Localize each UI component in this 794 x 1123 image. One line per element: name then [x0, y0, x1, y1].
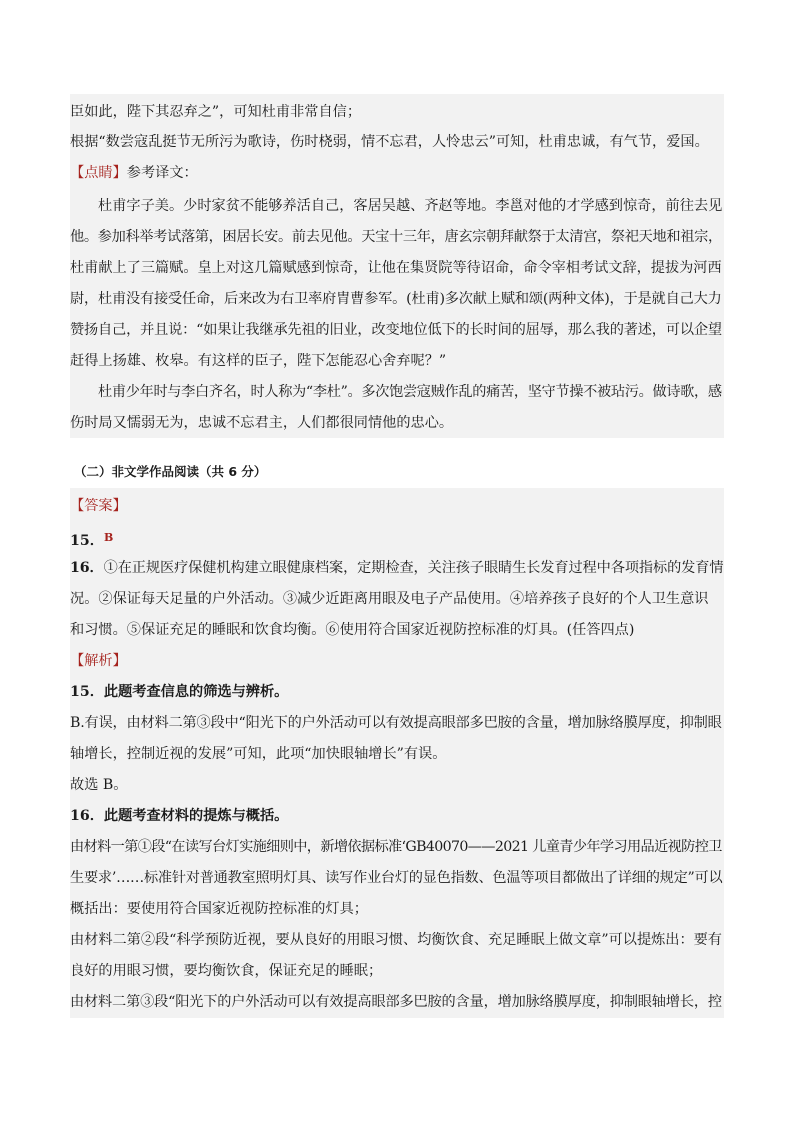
dianjing-line [70, 163, 198, 183]
q16-answer-line: 况。②保证每天足量的户外活动。③减少近距离用眼及电子产品使用。④培养孩子良好的个人卫生意识 [70, 591, 709, 607]
q16-number: 16． [70, 560, 104, 576]
translation-block [70, 94, 724, 438]
dianjing-tag: 【点睛】 [70, 165, 127, 181]
translation-line: 杜甫献上了三篇赋。皇上对这几篇赋感到惊奇，让他在集贤院等待诏命，命令宰相考试文辞，提拔为河西 [70, 260, 722, 276]
q16-answer-line: 和习惯。⑤保证充足的睡眠和饮食均衡。⑥使用符合国家近视防控标准的灯具。(任答四点) [70, 622, 635, 638]
q16-answer-text: ①在正规医疗保健机构建立眼健康档案，定期检查，关注孩子眼睛生长发育过程中各项指标的发育情 [103, 560, 724, 576]
analysis-line: 由材料二第③段“阳光下的户外活动可以有效提高眼部多巴胺的含量，增加脉络膜厚度，抑制眼轴增长，控 [70, 994, 722, 1010]
q15-answer-line [70, 528, 113, 551]
translation-line: 尉，杜甫没有接受任命，后来改为右卫率府胄曹参军。(杜甫)多次献上赋和颂(两种文体)，于是就自己大力 [70, 291, 722, 307]
translation-line: 伤时局又懦弱无为，忠诚不忘君主，人们都很同情他的忠心。 [70, 415, 454, 431]
translation-line: 赞扬自己，并且说：“如果让我继承先祖的旧业，改变地位低下的长时间的屈辱，那么我的著述，可以企望 [70, 322, 722, 338]
translation-line: 赶得上扬雄、枚皋。有这样的臣子，陛下怎能忍心舍弃呢？” [70, 353, 447, 369]
q15-analysis-title: 15．此题考查信息的筛选与辨析。 [70, 684, 289, 700]
text-line: 臣如此，陛下其忍弃之”，可知杜甫非常自信； [70, 104, 362, 120]
q16-answer-line [70, 558, 723, 578]
analysis-line: 轴增长，控制近视的发展”可知，此项“加快眼轴增长”有误。 [70, 746, 447, 762]
answer-block [70, 488, 724, 1018]
analysis-line: 概括出：要使用符合国家近视防控标准的灯具； [70, 901, 368, 917]
translation-line: 杜甫少年时与李白齐名，时人称为“李杜”。多次饱尝寇贼作乱的痛苦，坚守节操不被玷污。做诗歌，感 [98, 384, 722, 400]
translation-line: 杜甫字子美。少时家贫不能够养活自己，客居吴越、齐赵等地。李邕对他的才学感到惊奇，前往去见 [98, 198, 723, 214]
q15-answer: B [103, 531, 114, 544]
q16-analysis-title: 16．此题考查材料的提炼与概括。 [70, 808, 289, 824]
section-title: （二）非文学作品阅读（共 6 分） [74, 464, 267, 479]
analysis-line: 生要求’……标准针对普通教室照明灯具、读写作业台灯的显色指数、色温等项目都做出了详细的规定”可以 [70, 870, 723, 886]
analysis-line: 故选 B。 [70, 777, 128, 793]
q15-number: 15． [70, 533, 104, 549]
text-line: 根据“数尝寇乱挺节无所污为歌诗，伤时桡弱，情不忘君，人怜忠云”可知，杜甫忠诚，有气节，爱国。 [70, 134, 709, 150]
dianjing-text: 参考译文： [126, 165, 198, 181]
translation-line: 他。参加科举考试落第，困居长安。前去见他。天宝十三年，唐玄宗朝拜献祭于太清宫，祭祀天地和祖宗， [70, 229, 722, 245]
analysis-line: 由材料二第②段“科学预防近视，要从良好的用眼习惯、均衡饮食、充足睡眠上做文章”可以提炼出：要有 [70, 932, 722, 948]
answer-tag: 【答案】 [70, 498, 127, 514]
analysis-line: B.有误，由材料二第③段中“阳光下的户外活动可以有效提高眼部多巴胺的含量，增加脉络膜厚度，抑制眼 [70, 715, 722, 731]
analysis-line: 由材料一第①段“在读写台灯实施细则中，新增依据标准‘GB40070——2021 儿童青少年学习用品近视防控卫 [70, 839, 722, 855]
analysis-tag: 【解析】 [70, 653, 127, 669]
analysis-line: 良好的用眼习惯，要均衡饮食，保证充足的睡眠； [70, 963, 383, 979]
